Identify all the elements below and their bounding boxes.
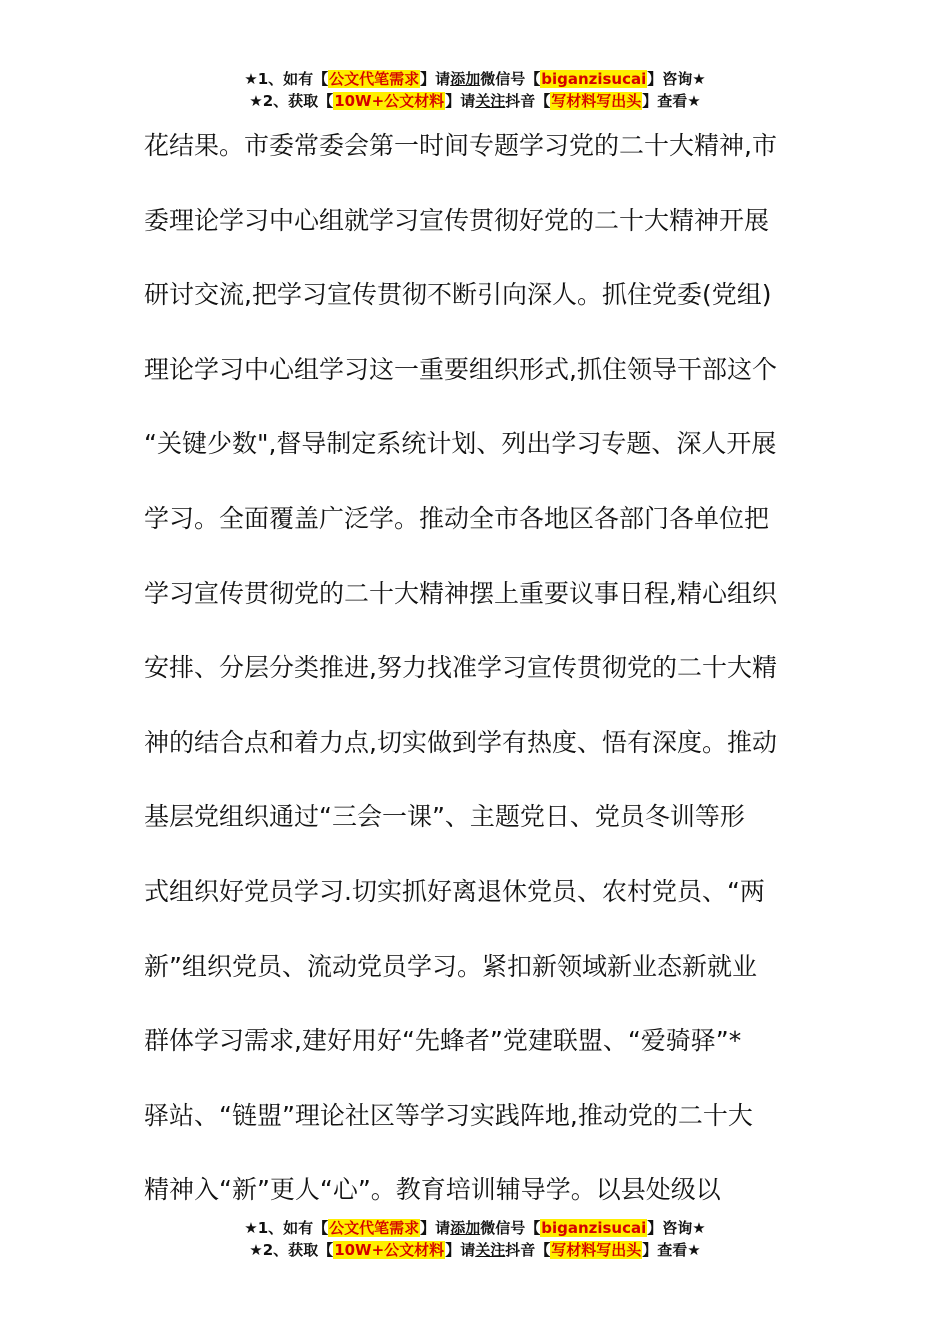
highlight-douyin-account: 写材料写出头 <box>551 92 642 110</box>
body-line: 安排、分层分类推进,努力找准学习宣传贯彻党的二十大精 <box>144 653 777 683</box>
banner-line-1: ★1、如有【公文代笔需求】请添加微信号【biganzisucai】咨询★ <box>244 70 706 88</box>
highlight-wechat-id: biganzisucai <box>541 70 647 88</box>
document-body <box>144 118 824 1237</box>
highlight-materials: 10W+公文材料 <box>334 1241 445 1259</box>
banner-line-1: ★1、如有【公文代笔需求】请添加微信号【biganzisucai】咨询★ <box>244 1219 706 1237</box>
header-banner <box>0 68 950 112</box>
body-line: 群体学习需求,建好用好“先蜂者”党建联盟、“爱骑驿”* <box>144 1026 742 1056</box>
body-line: 理论学习中心组学习这一重要组织形式,抓住领导干部这个 <box>144 354 777 384</box>
highlight-wechat-id: biganzisucai <box>541 1219 647 1237</box>
body-line: 式组织好党员学习.切实抓好离退休党员、农村党员、“两 <box>144 876 765 906</box>
body-line: 研讨交流,把学习宣传贯彻不断引向深人。抓住党委(党组) <box>144 280 772 310</box>
body-line: 花结果。市委常委会第一时间专题学习党的二十大精神,市 <box>144 131 777 160</box>
highlight-service: 公文代笔需求 <box>329 1219 420 1237</box>
body-line: 基层党组织通过“三会一课”、主题党日、党员冬训等形 <box>144 802 745 832</box>
highlight-materials: 10W+公文材料 <box>334 92 445 110</box>
footer-banner <box>0 1217 950 1261</box>
body-line: 学习宣传贯彻党的二十大精神摆上重要议事日程,精心组织 <box>144 578 777 608</box>
body-line: 精神入“新”更人“心”。教育培训辅导学。以县处级以 <box>144 1175 721 1205</box>
banner-line-2: ★2、获取【10W+公文材料】请关注抖音【写材料写出头】查看★ <box>249 92 701 110</box>
body-line: 学习。全面覆盖广泛学。推动全市各地区各部门各单位把 <box>144 503 770 533</box>
highlight-douyin-account: 写材料写出头 <box>551 1241 642 1259</box>
banner-line-2: ★2、获取【10W+公文材料】请关注抖音【写材料写出头】查看★ <box>249 1241 701 1259</box>
highlight-service: 公文代笔需求 <box>329 70 420 88</box>
body-line: “关键少数",督导制定系统计划、列出学习专题、深人开展 <box>144 429 777 459</box>
body-line: 驿站、“链盟”理论社区等学习实践阵地,推动党的二十大 <box>144 1100 753 1130</box>
body-line: 神的结合点和着力点,切实做到学有热度、悟有深度。推动 <box>144 727 777 757</box>
body-line: 委理论学习中心组就学习宣传贯彻好党的二十大精神开展 <box>144 205 770 235</box>
body-line: 新”组织党员、流动党员学习。紧扣新领域新业态新就业 <box>144 951 757 981</box>
